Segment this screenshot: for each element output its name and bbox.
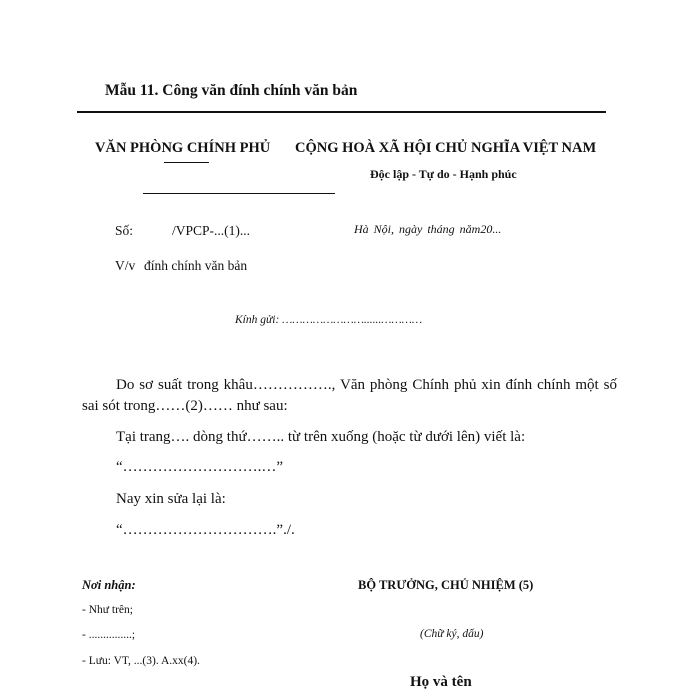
signer-title: BỘ TRƯỞNG, CHỦ NHIỆM (5) bbox=[358, 578, 534, 592]
receiver-item: - Như trên; bbox=[82, 604, 133, 616]
agency-name: VĂN PHÒNG CHÍNH PHỦ bbox=[95, 140, 271, 156]
document-number: /VPCP-...(1)... bbox=[172, 223, 251, 238]
agency-underline bbox=[164, 162, 209, 163]
form-title: Mẫu 11. Công văn đính chính văn bản bbox=[105, 82, 358, 99]
title-divider bbox=[77, 111, 606, 113]
subject-text: đính chính văn bản bbox=[144, 258, 248, 273]
nation-name: CỘNG HOÀ XÃ HỘI CHỦ NGHĨA VIỆT NAM bbox=[295, 140, 597, 156]
subject-label: V/v bbox=[115, 258, 136, 273]
document-number-label: Số: bbox=[115, 223, 134, 238]
signature-note: (Chữ ký, dấu) bbox=[420, 628, 484, 640]
receiver-item: - ...............; bbox=[82, 629, 136, 641]
recipient-line: Kính gửi: ……………………......………… bbox=[235, 314, 423, 326]
motto-underline bbox=[143, 193, 335, 194]
date-line: Hà Nội, ngày tháng năm20... bbox=[354, 222, 502, 236]
signer-name: Họ và tên bbox=[410, 674, 472, 690]
body-paragraph-corrected: “………………………….”./. bbox=[116, 522, 295, 538]
receiver-item: - Lưu: VT, ...(3). A.xx(4). bbox=[82, 655, 200, 667]
body-paragraph-original: “……………………….…” bbox=[116, 459, 284, 475]
body-paragraph-location: Tại trang…. dòng thứ…….. từ trên xuống (hoặc từ dưới lên) viết là: bbox=[116, 429, 526, 445]
receivers-title: Nơi nhận: bbox=[82, 578, 136, 592]
body-paragraph-intro: Do sơ suất trong khâu……………., Văn phòng Chính phủ xin đính chính một số sai sót trong……(2)…… như sau: bbox=[82, 377, 617, 414]
body-paragraph-correction-label: Nay xin sửa lại là: bbox=[116, 491, 226, 507]
national-motto: Độc lập - Tự do - Hạnh phúc bbox=[370, 167, 517, 181]
